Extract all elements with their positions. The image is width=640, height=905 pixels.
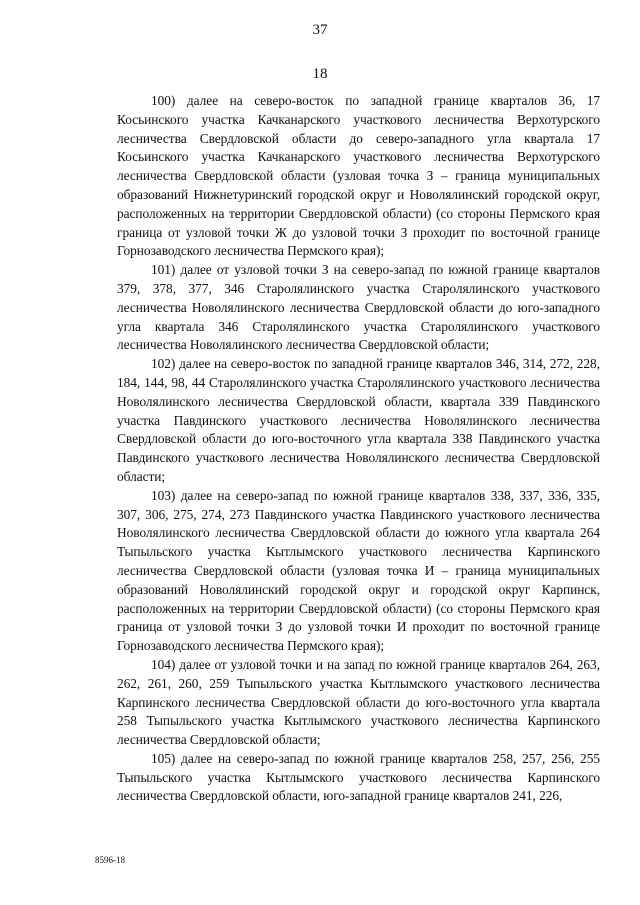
- paragraph-104: 104) далее от узловой точки и на запад по южной границе кварталов 264, 263, 262, 261, 260, 259 Тыпыльского участка Кытлымского участкового лесничества Карпинского лесничества Свердловской области до юго-восточного угла квартала 258 Тыпыльского участка Кытлымского участкового лесничества Карпинского лесничества Свердловской области;: [117, 656, 600, 748]
- page-number-inner: 18: [312, 66, 328, 82]
- paragraph-102: 102) далее на северо-восток по западной границе кварталов 346, 314, 272, 228, 184, 144, 98, 44 Старолялинского участка Старолялинского участкового лесничества Новолялинского лесничества Свердловской области, квартала 339 Павдинского участка Павдинского участкового лесничества Новолялинского лесничества Свердловской области до юго-восточного угла квартала 338 Павдинского участка Павдинского участкового лесничества Новолялинского лесничества Свердловской области;: [117, 356, 600, 484]
- paragraph-105: 105) далее на северо-запад по южной границе кварталов 258, 257, 256, 255 Тыпыльского участка Кытлымского участкового лесничества Карпинского лесничества Свердловской области, юго-западной границе кварталов 241, 226,: [117, 750, 600, 804]
- paragraph-101: 101) далее от узловой точки З на северо-запад по южной границе кварталов 379, 378, 377, 346 Старолялинского участка Старолялинского участкового лесничества Новолялинского лесничества Свердловской области до юго-западного угла квартала 346 Старолялинского участка Старолялинского участкового лесничества Новолялинского лесничества Свердловской области;: [117, 262, 600, 353]
- page-number-outer: 37: [312, 22, 328, 38]
- paragraph-100: 100) далее на северо-восток по западной границе кварталов 36, 17 Косьинского участка Качканарского участкового лесничества Верхотурского лесничества Свердловской области до северо-западного угла квартала 17 Косьинского участка Качканарского участкового лесничества Верхотурского лесничества Свердловской области (узловая точка З – граница муниципальных образований Нижнетуринский городской округ и Новолялинский городской округ, расположенных на территории Свердловской области) (со стороны Пермского края граница от узловой точки Ж до узловой точки З проходит по восточной границе Горнозаводского лесничества Пермского края);: [117, 93, 600, 259]
- paragraph-103: 103) далее на северо-запад по южной границе кварталов 338, 337, 336, 335, 307, 306, 275, 274, 273 Павдинского участка Павдинского участкового лесничества Новолялинского лесничества Свердловской области до южного угла квартала 264 Тыпыльского участка Кытлымского участкового лесничества Карпинского лесничества Свердловской области (узловая точка И – граница муниципальных образований Новолялинский городской округ и городской округ Карпинск, расположенных на территории Свердловской области) (со стороны Пермского края граница от узловой точки З до узловой точки И проходит по восточной границе Горнозаводского лесничества Пермского края);: [117, 487, 600, 654]
- body-text: [117, 92, 600, 806]
- document-code: 8596-18: [95, 855, 125, 865]
